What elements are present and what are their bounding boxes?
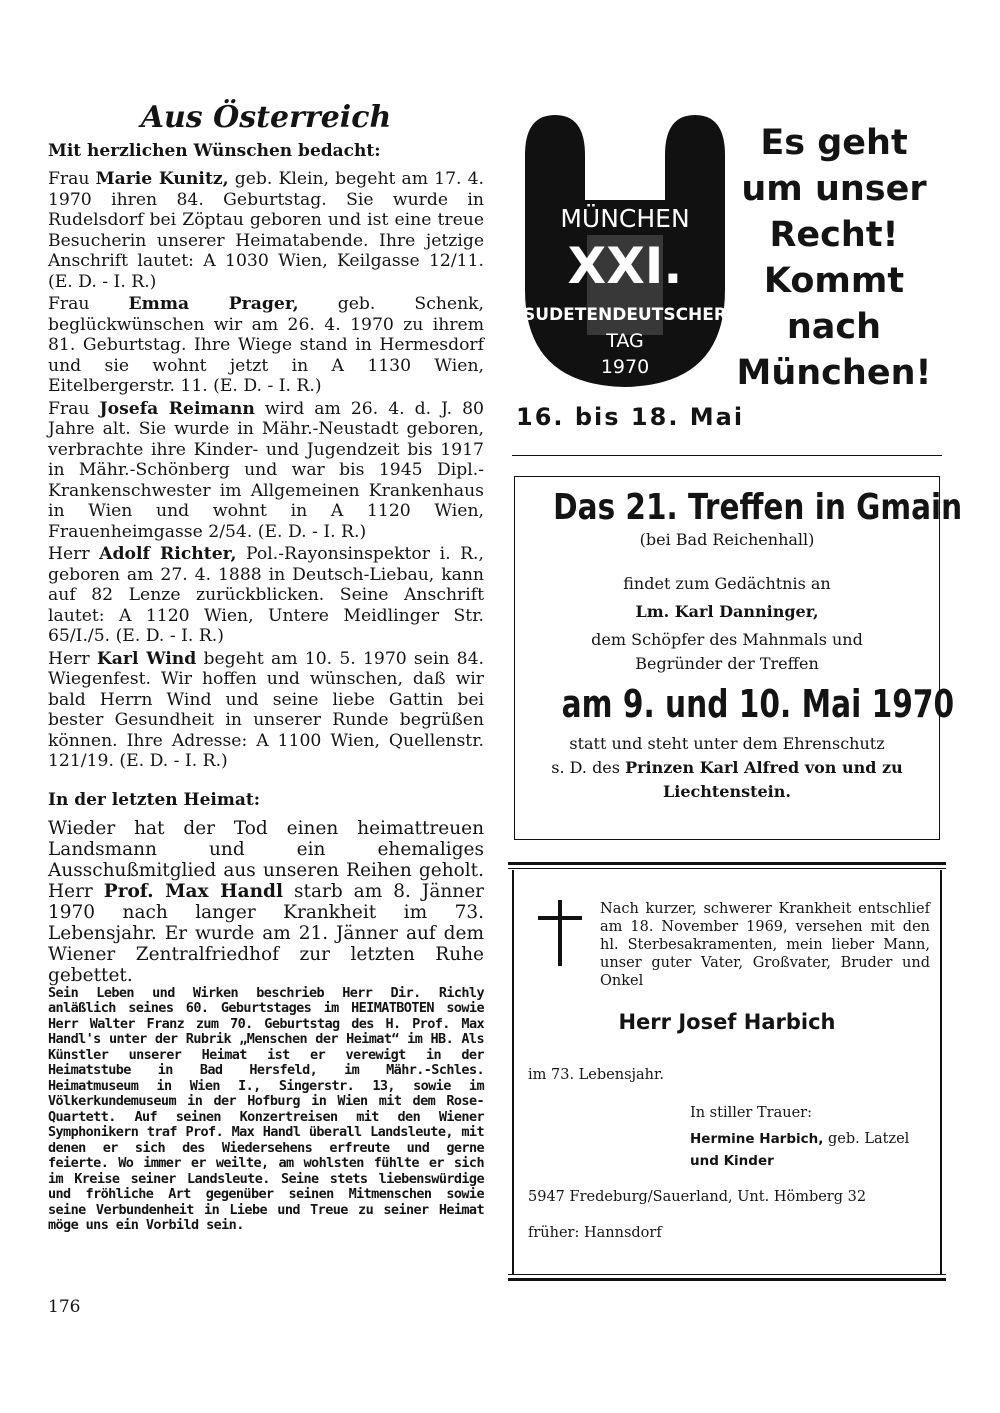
obituary-address: 5947 Fredeburg/Sauerland, Unt. Hömberg 32	[528, 1189, 867, 1205]
subheading-wishes: Mit herzlichen Wünschen bedacht:	[48, 141, 381, 161]
shield-event-line1: SUDETENDEUTSCHER	[523, 305, 727, 325]
shield-year: 1970	[600, 356, 650, 378]
event-dates: 16. bis 18. Mai	[516, 403, 745, 431]
cross-icon	[538, 900, 582, 966]
left-column	[48, 100, 484, 1234]
birthday-entry: Herr Karl Wind begeht am 10. 5. 1970 sein 84. Wiegenfest. Wir hoffen und wünschen, daß wir bald Herrn Wind und seine liebe Gattin bei bester Gesundheit in unserer Runde begrüßen können. Ihre Adresse: A 1100 Wien, Quellenstr. 121/19. (E. D. - I. R.)	[48, 648, 485, 771]
meeting-notice	[514, 476, 963, 840]
meeting-text: statt und steht unter dem Ehrenschutz	[569, 734, 885, 753]
meeting-patron: Liechtenstein.	[663, 782, 791, 801]
section-heading: Aus Österreich	[140, 100, 392, 135]
meeting-title: Das 21. Treffen in Gmain	[553, 487, 963, 528]
meeting-text: dem Schöpfer des Mahnmals und	[591, 630, 863, 649]
meeting-honoree: Lm. Karl Danninger,	[635, 602, 819, 621]
birthday-entry: Frau Emma Prager, geb. Schenk, beglückwünschen wir am 26. 4. 1970 zu ihrem 81. Geburtstag. Ihre Wiege stand in Hermesdorf und sie wohnt jetzt in A 1130 Wien, Eitelbergerstr. 11. (E. D. - I. R.)	[48, 294, 485, 396]
event-shield-logo	[521, 115, 729, 391]
subheading-deaths: In der letzten Heimat:	[48, 789, 261, 810]
slogan: Es geht um unser Recht! Kommt nach München!	[736, 123, 932, 393]
mourning-line: In stiller Trauer:	[690, 1105, 812, 1121]
mourners: Hermine Harbich, geb. Latzel	[690, 1131, 910, 1147]
shield-city: MÜNCHEN	[560, 204, 690, 233]
obituary-former: früher: Hannsdorf	[528, 1225, 662, 1241]
deceased-name: Herr Josef Harbich	[618, 1010, 836, 1034]
birthday-entry: Frau Marie Kunitz, geb. Klein, begeht am 17. 4. 1970 ihren 84. Geburtstag. Sie wurde in Rudelsdorf bei Zöptau geboren und ist eine treue Besucherin unserer Heimatabende. Ihre jetzige Anschrift lautet: A 1030 Wien, Keilgasse 12/11. (E. D. - I. R.)	[48, 169, 485, 292]
birthday-entry: Frau Josefa Reimann wird am 26. 4. d. J. 80 Jahre alt. Sie wurde in Mähr.-Neustadt geboren, verbrachte ihre Kinder- und Jugendzeit bis 1917 in Mähr.-Schönberg und war bis 1945 Dipl.-Krankenschwester im Allgemeinen Krankenhaus in Wien und wohnt in A 1120 Wien, Frauenheimgasse 2/54. (E. D. - I. R.)	[48, 398, 484, 542]
shield-event-line2: TAG	[606, 330, 644, 352]
death-notice: Wieder hat der Tod einen heimattreuen Landsmann und ein ehemaliges Ausschußmitglied aus unseren Reihen geholt. Herr Prof. Max Handl starb am 8. Jänner 1970 nach langer Krankheit im 73. Lebensjahr. Er wurde am 21. Jänner auf dem Wiener Zentralfriedhof zur letzten Ruhe gebettet.	[48, 817, 484, 986]
meeting-date: am 9. und 10. Mai 1970	[561, 682, 955, 726]
page-number: 176	[48, 1297, 81, 1317]
meeting-text: Begründer der Treffen	[635, 654, 819, 673]
obituary-notice	[508, 862, 946, 1282]
shield-numeral: XXI.	[567, 237, 683, 295]
death-notice-detail: Sein Leben und Wirken beschrieb Herr Dir. Richly anläßlich seines 60. Geburtstages im HEIMATBOTEN sowie Herr Walter Franz zum 70. Geburtstag des H. Prof. Max Handl's unter der Rubrik „Menschen der Heimat“ im HB. Als Künstler unserer Heimat ist er verewigt in der Heimatstube in Bad Hersfeld, im Mähr.-Schles. Heimatmuseum in Wien I., Singerstr. 13, sowie im Völkerkundemuseum in der Hofburg in Wien mit dem Rose-Quartett. Auf seinen Konzertreisen mit den Wiener Symphonikern traf Prof. Max Handl überall Landsleute, mit denen er sich des Wiedersehens erfreute und gerne feierte. Wo immer er weilte, am wohlsten fühlte er sich im Kreise seiner Landsleute. Seine stets liebenswürdige und fröhliche Art gegenüber seinen Mitmenschen sowie seine Verbundenheit in Liebe und Treue zu seiner Heimat möge uns ein Vorbild sein.	[48, 984, 484, 1233]
meeting-patron: s. D. des Prinzen Karl Alfred von und zu	[551, 758, 903, 777]
meeting-location: (bei Bad Reichenhall)	[639, 530, 815, 549]
mourners: und Kinder	[690, 1153, 774, 1169]
meeting-text: findet zum Gedächtnis an	[623, 574, 831, 593]
obituary-age: im 73. Lebensjahr.	[528, 1067, 664, 1083]
obituary-text: Nach kurzer, schwerer Krankheit entschlief am 18. November 1969, versehen mit den hl. Sterbesakramenten, mein lieber Mann, unser guter Vater, Großvater, Bruder und Onkel	[600, 901, 930, 989]
divider	[512, 455, 942, 456]
birthday-entry: Herr Adolf Richter, Pol.-Rayonsinspektor i. R., geboren am 27. 4. 1888 in Deutsch-Liebau, kann auf 82 Lenze zurückblicken. Seine Anschrift lautet: A 1120 Wien, Untere Meidlinger Str. 65/I./5. (E. D. - I. R.)	[48, 544, 484, 646]
